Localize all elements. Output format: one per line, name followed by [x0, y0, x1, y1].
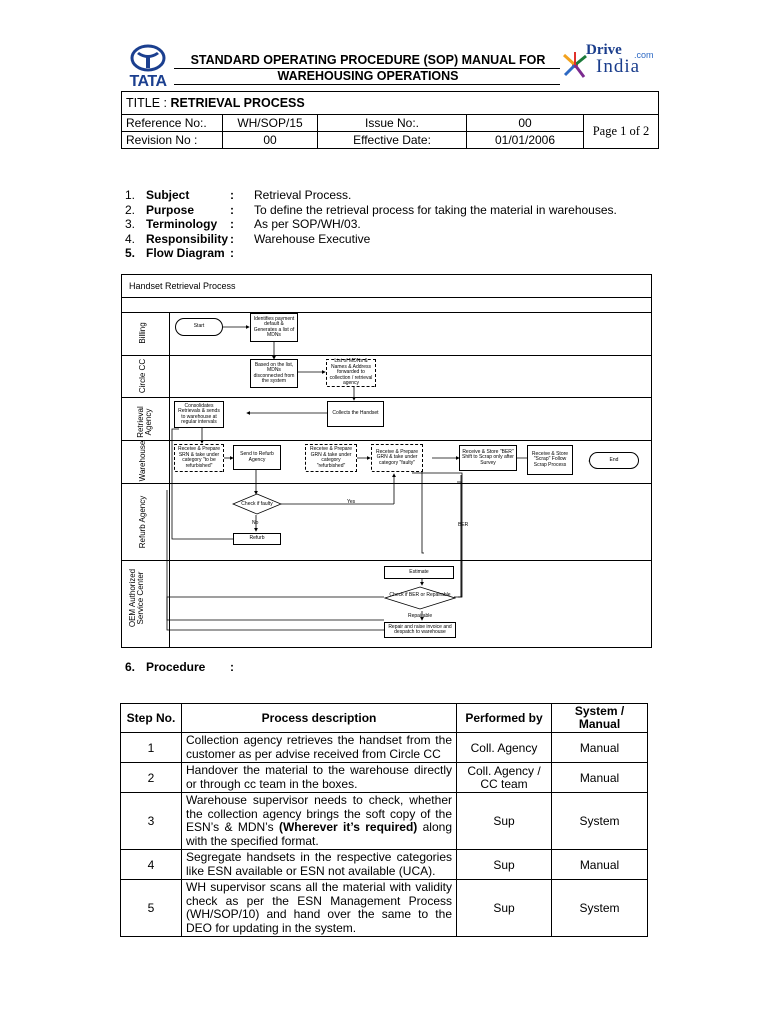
- driveindia-logo: [560, 42, 660, 88]
- lane-label-retrieval-agency: Retrieval Agency: [136, 406, 153, 438]
- eff-value: 01/01/2006: [467, 132, 584, 149]
- label-no: No: [252, 520, 259, 526]
- header-title-line1: STANDARD OPERATING PROCEDURE (SOP) MANUAL FOR: [190, 53, 546, 67]
- title-label: TITLE :: [126, 96, 171, 110]
- node-list-forwarded: List of MDNs & Names & Address forwarded to collection / retrieval agency: [326, 359, 376, 387]
- subject-list: [125, 188, 617, 261]
- node-send-to-refurb: Send to Refurb Agency: [233, 445, 281, 470]
- procedure-table: [120, 703, 648, 937]
- logo-com-text: .com: [634, 50, 654, 60]
- list-item: 2. Purpose : To define the retrieval process for taking the material in warehouses.: [125, 202, 617, 217]
- logo-drive-text: Drive: [586, 42, 622, 58]
- lane-label-refurb-agency: Refurb Agency: [138, 495, 147, 549]
- col-step: Step No.: [121, 704, 182, 733]
- node-collect-handset: Collects the Handset: [327, 401, 384, 427]
- page-number: Page 1 of 2: [584, 115, 659, 149]
- list-item: 3. Terminology : As per SOP/WH/03.: [125, 217, 361, 231]
- node-store-scrap: Receive & Store "Scrap" Follow Scrap Process: [527, 445, 573, 475]
- node-estimate: Estimate: [384, 566, 454, 579]
- node-store-ber: Receive & Store "BER" Shift to Scrap only after Survey: [459, 445, 517, 471]
- rev-label: Revision No :: [122, 132, 223, 149]
- title-value: RETRIEVAL PROCESS: [170, 96, 305, 110]
- header-underline-2: [174, 84, 560, 85]
- label-yes: Yes: [347, 499, 356, 505]
- node-start: Start: [175, 318, 223, 336]
- table-row: 4 Segregate handsets in the respective categories like ESN available or ESN not available (UCA). Sup Manual: [121, 850, 648, 880]
- node-consolidate: Consolidates Retrievals & sends to warehouse at regular intervals: [174, 401, 224, 428]
- node-check-faulty: Check if faulty: [241, 501, 273, 507]
- issue-label: Issue No:.: [318, 115, 467, 132]
- table-row: 2 Handover the material to the warehouse directly or through cc team in the boxes. Coll. Agency / CC team Manual: [121, 763, 648, 793]
- document-info-table: [121, 91, 659, 149]
- node-end: End: [589, 452, 639, 469]
- node-disconnect-mdn: Based on the list, MDNs disconnected from the system: [250, 359, 298, 388]
- lane-label-oem-asc: OEM Authorized Service Center: [128, 568, 145, 628]
- procedure-heading: 6. Procedure :: [125, 660, 234, 674]
- label-ber: BER: [458, 522, 469, 528]
- flow-diagram: [121, 274, 652, 648]
- header-title-line2: WAREHOUSING OPERATIONS: [277, 69, 459, 83]
- node-refurb: Refurb: [233, 533, 281, 545]
- table-row: 3 Warehouse supervisor needs to check, whether the collection agency brings the soft copy of the ESN’s & MDN’s (Wherever it’s required) along with the specified format. Sup System: [121, 793, 648, 850]
- tata-logo: [124, 44, 172, 92]
- lane-label-circle-cc: Circle CC: [138, 358, 147, 394]
- logo-india-text: India: [596, 56, 641, 77]
- node-identify-default: Identifies payment default & Generates a list of MDNs: [250, 313, 298, 342]
- eff-label: Effective Date:: [318, 132, 467, 149]
- list-item: 4. Responsibility : Warehouse Executive: [125, 231, 371, 246]
- procedure-header-row: [121, 704, 648, 733]
- node-repair-invoice: Repair and raise invoice and despatch to warehouse: [384, 622, 456, 638]
- col-performed-by: Performed by: [457, 704, 552, 733]
- node-receive-grn-refurbished: Receive & Prepare GRN & take under category "refurbished": [305, 444, 357, 472]
- node-check-ber: Check if BER or Repairable: [389, 592, 451, 598]
- issue-value: 00: [467, 115, 584, 132]
- flow-title: Handset Retrieval Process: [129, 281, 236, 291]
- label-repairable: Repairable: [408, 613, 433, 619]
- col-system-manual: System / Manual: [552, 704, 648, 733]
- node-receive-srn: Receive & Prepare SRN & take under category "to be refurbished": [174, 444, 224, 472]
- col-description: Process description: [182, 704, 457, 733]
- title-cell: [122, 92, 659, 115]
- list-item: 5. Flow Diagram :: [125, 246, 234, 260]
- lane-label-warehouse: Warehouse: [138, 440, 147, 482]
- ref-value: WH/SOP/15: [223, 115, 318, 132]
- list-item: 1. Subject : Retrieval Process.: [125, 188, 352, 202]
- rev-value: 00: [223, 132, 318, 149]
- ref-label: Reference No:.: [122, 115, 223, 132]
- lane-label-billing: Billing: [138, 322, 147, 344]
- node-receive-grn-faulty: Receive & Prepare GRN & take under category "faulty": [371, 444, 423, 472]
- table-row: 1 Collection agency retrieves the handset from the customer as per advise received from Circle CC Coll. Agency Manual: [121, 733, 648, 763]
- table-row: 5 WH supervisor scans all the material with validity check as per the ESN Management Process (WH/SOP/10) and hand over the same to the DEO for updating in the system. Sup System: [121, 880, 648, 937]
- globe-icon: [562, 50, 588, 80]
- tata-logo-text: TATA: [129, 73, 167, 90]
